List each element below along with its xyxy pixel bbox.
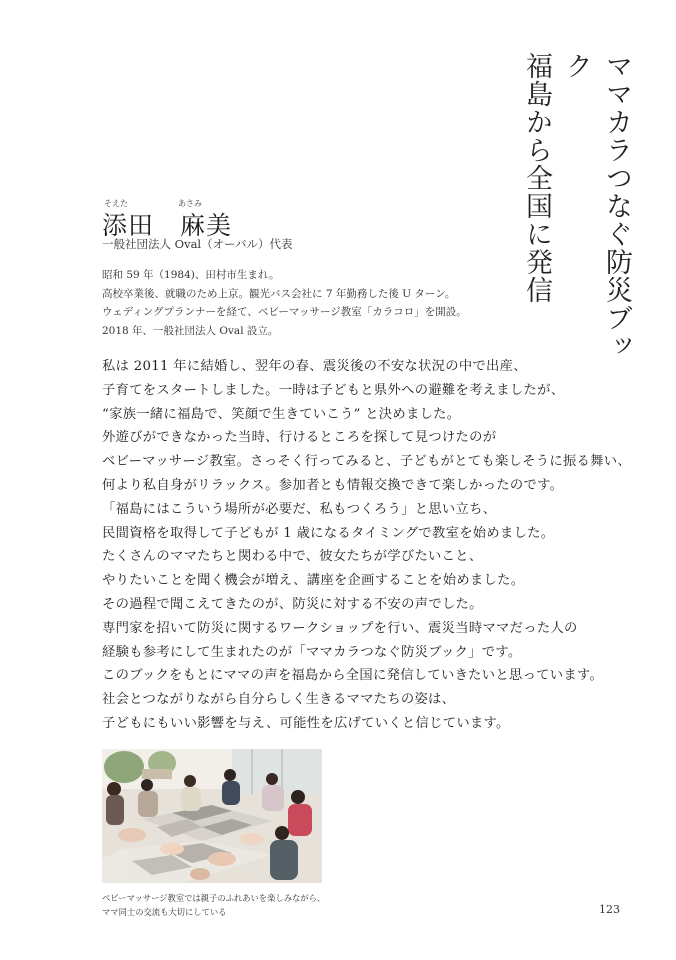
title-line-1: ママカラつなぐ防災ブック bbox=[561, 52, 632, 360]
profile-line: 高校卒業後、就職のため上京。観光バス会社に 7 年勤務した後 U ターン。 bbox=[102, 287, 456, 300]
profile-line: 昭和 59 年（1984)、田村市生まれ。 bbox=[102, 269, 280, 281]
body-line: 外遊びができなかった当時、行けるところを探して見つけたのが bbox=[102, 430, 497, 446]
ruby-family: そえた bbox=[104, 199, 128, 208]
title-line-2: 福島から全国に発信 bbox=[521, 52, 552, 304]
page-number: 123 bbox=[599, 903, 620, 916]
author-name: 添田 麻美 bbox=[102, 211, 233, 240]
body-line: やりたいことを聞く機会が増え、講座を企画することを始めました。 bbox=[102, 573, 525, 589]
body-line: ベビーマッサージ教室。さっそく行ってみると、子どもがとても楽しそうに振る舞い、 bbox=[102, 454, 631, 470]
ruby-given: あさみ bbox=[178, 199, 202, 208]
profile-line: ウェディングプランナーを経て、ベビーマッサージ教室「カラコロ」を開設。 bbox=[102, 306, 467, 318]
caption-line: ママ同士の交流も大切にしている bbox=[102, 907, 227, 917]
body-line: たくさんのママたちと関わる中で、彼女たちが学びたいこと、 bbox=[102, 549, 483, 565]
author-organization: 一般社団法人 Oval（オーバル）代表 bbox=[102, 237, 293, 251]
body-line: このブックをもとにママの声を福島から全国に発信していきたいと思っています。 bbox=[102, 668, 604, 684]
vertical-title bbox=[521, 52, 636, 362]
caption-line: ベビーマッサージ教室では親子のふれあいを楽しみながら、 bbox=[102, 893, 326, 903]
author-profile bbox=[102, 266, 467, 340]
body-line: 「福島にはこういう場所が必要だ、私もつくろう」と思い立ち、 bbox=[102, 501, 497, 517]
body-line: 子育てをスタートしました。一時は子どもと県外への避難を考えましたが、 bbox=[102, 382, 565, 398]
body-line: “家族一緒に福島で、笑顔で生きていこう” と決めました。 bbox=[102, 406, 461, 422]
body-line: 専門家を招いて防災に関するワークショップを行い、震災当時ママだった人の bbox=[102, 620, 578, 636]
body-line: 何より私自身がリラックス。参加者とも情報交換できて楽しかったのです。 bbox=[102, 477, 564, 493]
profile-line: 2018 年、一般社団法人 Oval 設立。 bbox=[102, 324, 279, 337]
photo-caption bbox=[102, 891, 325, 919]
class-photo bbox=[102, 749, 322, 883]
article-body bbox=[102, 355, 631, 736]
body-line: 子どもにもいい影響を与え、可能性を広げていくと信じています。 bbox=[102, 715, 510, 731]
body-line: その過程で聞こえてきたのが、防災に対する不安の声でした。 bbox=[102, 596, 483, 612]
body-line: 民間資格を取得して子どもが 1 歳になるタイミングで教室を始めました。 bbox=[102, 525, 555, 541]
body-line: 社会とつながりながら自分らしく生きるママたちの姿は、 bbox=[102, 692, 456, 708]
body-line: 私は 2011 年に結婚し、翌年の春、震災後の不安な状況の中で出産、 bbox=[102, 359, 527, 374]
body-line: 経験も参考にして生まれたのが「ママカラつなぐ防災ブック」です。 bbox=[102, 644, 522, 660]
